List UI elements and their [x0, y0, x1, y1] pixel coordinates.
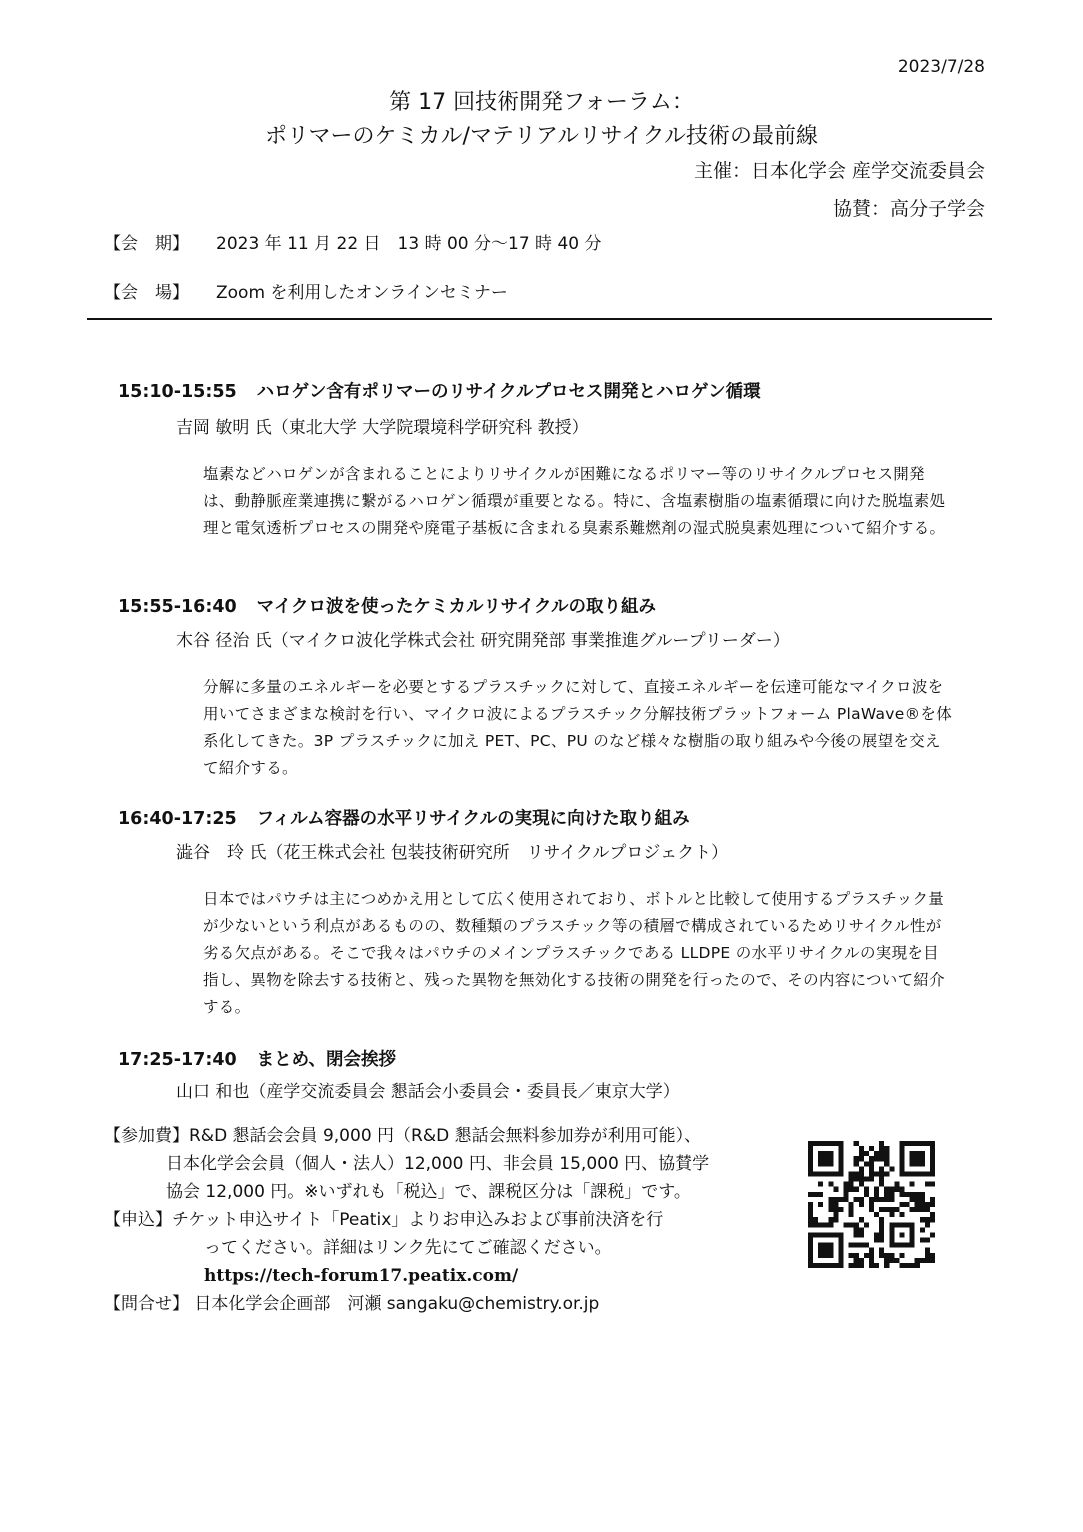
- fee-line: 協会 12,000 円。※いずれも「税込」で、課税区分は「課税」です。: [166, 1182, 691, 1202]
- session-description-text: 分解に多量のエネルギーを必要とするプラスチックに対して、直接エネルギーを伝達可能なマイクロ波を用いてさまざまな検討を行い、マイクロ波によるプラスチック分解技術プラットフォーム PlaWave®を体系化してきた。3P プラスチックに加え PET、PC、PU のなど様々な樹脂の取り組みや今後の展望を交えて紹介する。: [203, 678, 953, 777]
- fee-line: 【参加費】R&D 懇話会会員 9,000 円（R&D 懇話会無料参加券が利用可能）、: [104, 1126, 702, 1146]
- session-heading: [118, 593, 656, 618]
- qr-code-icon[interactable]: [808, 1141, 935, 1268]
- session-speaker: 木谷 径治 氏（マイクロ波化学株式会社 研究開発部 事業推進グループリーダー）: [176, 631, 790, 651]
- title-line-1: 第 17 回技術開発フォーラム：: [389, 90, 694, 115]
- session-title: ハロゲン含有ポリマーのリサイクルプロセス開発とハロゲン循環: [256, 382, 761, 402]
- venue-row: [104, 278, 508, 303]
- divider: [87, 318, 992, 320]
- supporter: 協賛：高分子学会: [832, 198, 985, 220]
- date-label: 【会 期】: [104, 234, 189, 254]
- title-line-2: ポリマーのケミカル/マテリアルリサイクル技術の最前線: [264, 124, 818, 149]
- document-date: 2023/7/28: [897, 57, 985, 77]
- session-title: フィルム容器の水平リサイクルの実現に向けた取り組み: [256, 809, 690, 829]
- session-description: [203, 461, 953, 542]
- venue-value: Zoom を利用したオンラインセミナー: [216, 283, 508, 303]
- date-row: [104, 229, 602, 254]
- session-title: マイクロ波を使ったケミカルリサイクルの取り組み: [256, 597, 657, 617]
- session-description-text: 塩素などハロゲンが含まれることによりリサイクルが困難になるポリマー等のリサイクルプロセス開発は、動静脈産業連携に繋がるハロゲン循環が重要となる。特に、含塩素樹脂の塩素循環に向けた脱塩素処理と電気透析プロセスの開発や廃電子基板に含まれる臭素系難燃剤の湿式脱臭素処理について紹介する。: [203, 465, 946, 537]
- date-value: 2023 年 11 月 22 日 13 時 00 分～17 時 40 分: [216, 234, 602, 254]
- fee-line: 日本化学会会員（個人・法人）12,000 円、非会員 15,000 円、協賛学: [166, 1154, 710, 1174]
- venue-label: 【会 場】: [104, 283, 189, 303]
- session-time: 15:55-16:40: [118, 597, 237, 617]
- session-time: 16:40-17:25: [118, 809, 237, 829]
- session-time: 15:10-15:55: [118, 382, 237, 402]
- session-title: まとめ、閉会挨拶: [256, 1050, 396, 1070]
- session-speaker: 澁谷 玲 氏（花王株式会社 包装技術研究所 リサイクルプロジェクト）: [176, 843, 729, 863]
- session-description: [203, 886, 953, 1021]
- registration-info: [104, 1122, 709, 1318]
- session-heading: [118, 1046, 396, 1071]
- apply-line: 【申込】チケット申込サイト「Peatix」よりお申込みおよび事前決済を行: [104, 1210, 664, 1230]
- session-heading: [118, 378, 761, 403]
- session-time: 17:25-17:40: [118, 1050, 237, 1070]
- session-heading: [118, 805, 690, 830]
- session-speaker: 山口 和也（産学交流委員会 懇話会小委員会・委員長／東京大学）: [176, 1082, 680, 1102]
- contact-line: 【問合せ】 日本化学会企画部 河瀬 sangaku@chemistry.or.jp: [104, 1294, 600, 1314]
- session-speaker: 吉岡 敏明 氏（東北大学 大学院環境科学研究科 教授）: [176, 418, 589, 438]
- organizer: 主催：日本化学会 産学交流委員会: [693, 160, 985, 182]
- session-description-text: 日本ではパウチは主につめかえ用として広く使用されており、ボトルと比較して使用するプラスチック量が少ないという利点があるものの、数種類のプラスチック等の積層で構成されているためリサイクル性が劣る欠点がある。そこで我々はパウチのメインプラスチックである LLDPE の水平リサイクルの実現を目指し、異物を除去する技術と、残った異物を無効化する技術の開発を行ったので、その内容について紹介する。: [203, 890, 945, 1016]
- session-description: [203, 674, 953, 782]
- registration-link[interactable]: https://tech-forum17.peatix.com/: [204, 1266, 519, 1286]
- apply-line: ってください。詳細はリンク先にてご確認ください。: [204, 1238, 612, 1258]
